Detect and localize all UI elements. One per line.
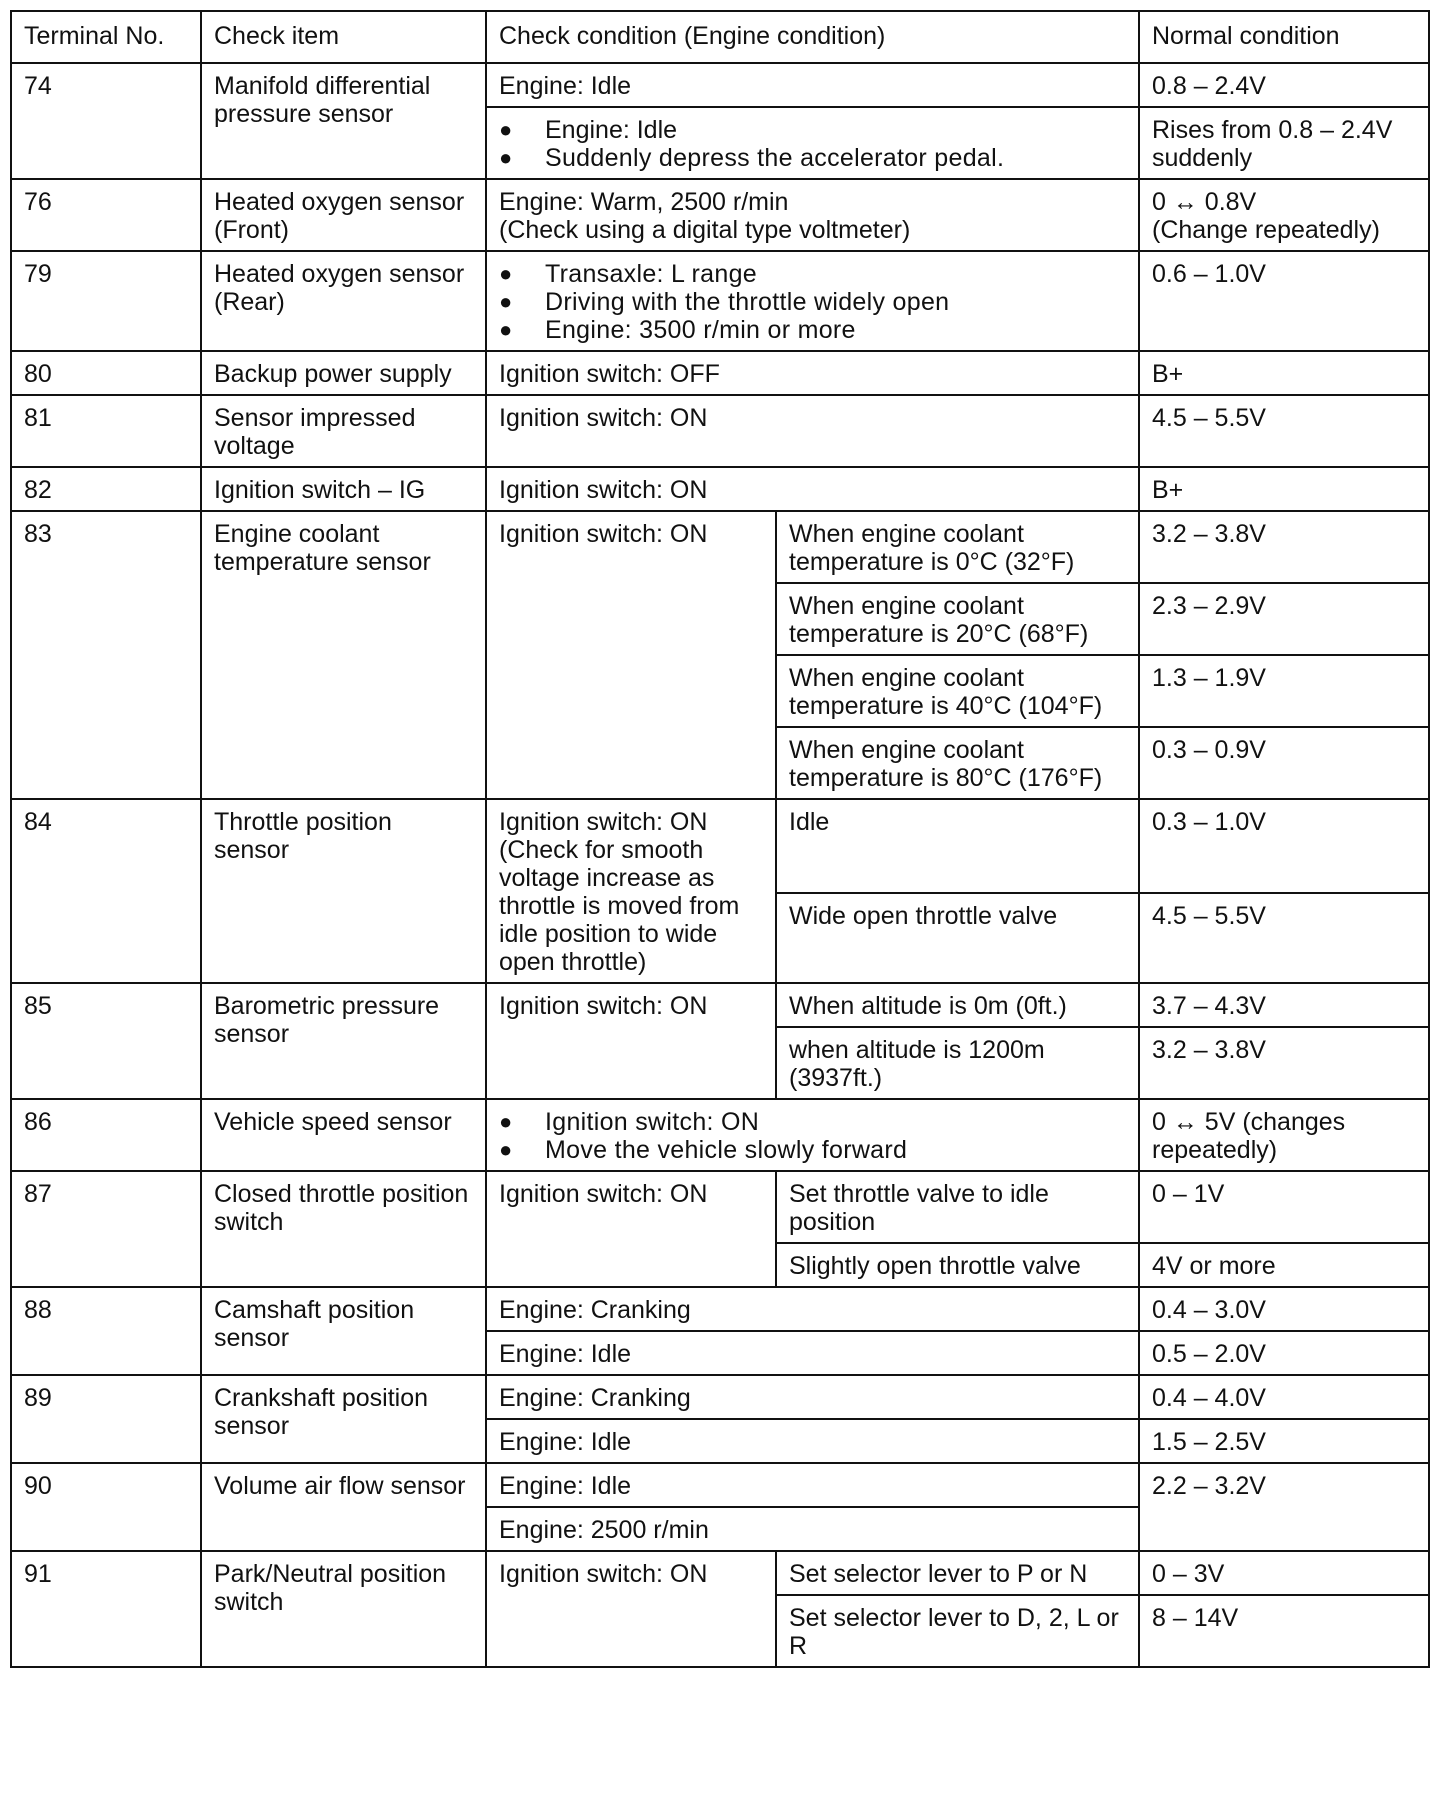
check-condition: Engine: Cranking	[486, 1287, 1139, 1331]
terminal-no: 79	[11, 251, 201, 351]
terminal-no: 85	[11, 983, 201, 1099]
bullet-icon: ●	[499, 145, 513, 170]
normal-condition: 0.4 – 3.0V	[1139, 1287, 1429, 1331]
terminal-no: 82	[11, 467, 201, 511]
check-condition: Ignition switch: ON	[486, 983, 776, 1099]
normal-condition: 0 – 3V	[1139, 1551, 1429, 1595]
sub-condition: Slightly open throttle valve	[776, 1243, 1139, 1287]
terminal-no: 80	[11, 351, 201, 395]
table-row	[11, 511, 1429, 583]
table-row	[11, 799, 1429, 893]
terminal-no: 88	[11, 1287, 201, 1375]
check-condition: Ignition switch: ON	[486, 1171, 776, 1287]
bullet-icon: ●	[499, 317, 513, 342]
normal-condition: 4.5 – 5.5V	[1139, 893, 1429, 983]
normal-condition: 0 – 1V	[1139, 1171, 1429, 1243]
check-item: Heated oxygen sensor (Rear)	[201, 251, 486, 351]
table-row	[11, 251, 1429, 351]
condition-line: Engine: Warm, 2500 r/min	[499, 188, 789, 216]
table-row	[11, 179, 1429, 251]
table-header-row	[11, 11, 1429, 63]
normal-condition: 0.3 – 0.9V	[1139, 727, 1429, 799]
normal-line: (Change repeatedly)	[1152, 216, 1380, 244]
check-condition	[486, 1099, 1139, 1171]
normal-line: 0 ↔ 0.8V	[1152, 188, 1257, 216]
check-condition: Ignition switch: ON	[486, 467, 1139, 511]
check-condition: Ignition switch: ON (Check for smooth voltage increase as throttle is moved from idle position to wide open throttle)	[486, 799, 776, 983]
table-row	[11, 351, 1429, 395]
check-condition: Engine: Cranking	[486, 1375, 1139, 1419]
header-check-item: Check item	[201, 11, 486, 63]
terminal-no: 89	[11, 1375, 201, 1463]
check-condition: Engine: 2500 r/min	[486, 1507, 1139, 1551]
header-terminal-no: Terminal No.	[11, 11, 201, 63]
normal-condition: 3.2 – 3.8V	[1139, 511, 1429, 583]
bullet-icon: ●	[499, 289, 513, 314]
terminal-no: 90	[11, 1463, 201, 1551]
condition-line: Driving with the throttle widely open	[545, 288, 950, 316]
check-item: Closed throttle position switch	[201, 1171, 486, 1287]
terminal-no: 76	[11, 179, 201, 251]
check-item: Vehicle speed sensor	[201, 1099, 486, 1171]
normal-condition: 1.3 – 1.9V	[1139, 655, 1429, 727]
check-item: Heated oxygen sensor (Front)	[201, 179, 486, 251]
check-item: Volume air flow sensor	[201, 1463, 486, 1551]
condition-line: Transaxle: L range	[545, 260, 757, 288]
normal-condition: B+	[1139, 467, 1429, 511]
condition-line: Engine: 3500 r/min or more	[545, 316, 856, 344]
bullet-icon: ●	[499, 261, 513, 286]
normal-condition: 2.3 – 2.9V	[1139, 583, 1429, 655]
check-condition	[486, 107, 1139, 179]
normal-condition: 4.5 – 5.5V	[1139, 395, 1429, 467]
normal-condition: 0.4 – 4.0V	[1139, 1375, 1429, 1419]
terminal-check-table	[10, 10, 1430, 1668]
sub-condition: Set selector lever to P or N	[776, 1551, 1139, 1595]
bullet-icon: ●	[499, 117, 513, 142]
condition-line: Engine: Idle	[545, 116, 678, 144]
condition-line: Suddenly depress the accelerator pedal.	[545, 144, 1005, 172]
check-condition: Engine: Idle	[486, 63, 1139, 107]
table-row	[11, 1099, 1429, 1171]
normal-condition: 3.7 – 4.3V	[1139, 983, 1429, 1027]
normal-condition	[1139, 179, 1429, 251]
table-row	[11, 1375, 1429, 1419]
terminal-no: 83	[11, 511, 201, 799]
check-item: Crankshaft position sensor	[201, 1375, 486, 1463]
check-condition: Engine: Idle	[486, 1463, 1139, 1507]
sub-condition: Set throttle valve to idle position	[776, 1171, 1139, 1243]
normal-condition: 4V or more	[1139, 1243, 1429, 1287]
check-condition: Engine: Idle	[486, 1331, 1139, 1375]
table-row	[11, 63, 1429, 107]
check-item: Park/Neutral position switch	[201, 1551, 486, 1667]
check-item: Backup power supply	[201, 351, 486, 395]
terminal-no: 74	[11, 63, 201, 179]
normal-condition: 0.5 – 2.0V	[1139, 1331, 1429, 1375]
terminal-no: 86	[11, 1099, 201, 1171]
normal-condition: 1.5 – 2.5V	[1139, 1419, 1429, 1463]
check-condition	[486, 251, 1139, 351]
condition-line: (Check using a digital type voltmeter)	[499, 216, 911, 244]
terminal-no: 81	[11, 395, 201, 467]
normal-condition: 0.8 – 2.4V	[1139, 63, 1429, 107]
normal-condition: Rises from 0.8 – 2.4V suddenly	[1139, 107, 1429, 179]
check-item: Manifold differential pressure sensor	[201, 63, 486, 179]
sub-condition: When engine coolant temperature is 20°C (68°F)	[776, 583, 1139, 655]
check-condition: Ignition switch: ON	[486, 511, 776, 799]
sub-condition: when altitude is 1200m (3937ft.)	[776, 1027, 1139, 1099]
check-item: Sensor impressed voltage	[201, 395, 486, 467]
sub-condition: When engine coolant temperature is 0°C (32°F)	[776, 511, 1139, 583]
check-condition: Ignition switch: ON	[486, 1551, 776, 1667]
sub-condition: Idle	[776, 799, 1139, 893]
check-condition: Ignition switch: ON	[486, 395, 1139, 467]
sub-condition: When engine coolant temperature is 40°C (104°F)	[776, 655, 1139, 727]
check-item: Ignition switch – IG	[201, 467, 486, 511]
bullet-icon: ●	[499, 1109, 513, 1134]
table-row	[11, 1551, 1429, 1595]
terminal-no: 91	[11, 1551, 201, 1667]
table-row	[11, 395, 1429, 467]
sub-condition: Set selector lever to D, 2, L or R	[776, 1595, 1139, 1667]
normal-condition: 8 – 14V	[1139, 1595, 1429, 1667]
check-item: Engine coolant temperature sensor	[201, 511, 486, 799]
check-condition: Ignition switch: OFF	[486, 351, 1139, 395]
table-row	[11, 1287, 1429, 1331]
sub-condition: When altitude is 0m (0ft.)	[776, 983, 1139, 1027]
normal-condition: 3.2 – 3.8V	[1139, 1027, 1429, 1099]
check-item: Camshaft position sensor	[201, 1287, 486, 1375]
header-normal-condition: Normal condition	[1139, 11, 1429, 63]
table-row	[11, 1171, 1429, 1243]
sub-condition: Wide open throttle valve	[776, 893, 1139, 983]
check-condition	[486, 179, 1139, 251]
check-item: Barometric pressure sensor	[201, 983, 486, 1099]
terminal-no: 84	[11, 799, 201, 983]
normal-condition: B+	[1139, 351, 1429, 395]
sub-condition: When engine coolant temperature is 80°C (176°F)	[776, 727, 1139, 799]
table-row	[11, 983, 1429, 1027]
condition-line: Move the vehicle slowly forward	[545, 1136, 908, 1164]
normal-condition: 2.2 – 3.2V	[1139, 1463, 1429, 1551]
header-check-condition: Check condition (Engine condition)	[486, 11, 1139, 63]
normal-condition: 0.3 – 1.0V	[1139, 799, 1429, 893]
table-row	[11, 1463, 1429, 1507]
check-condition: Engine: Idle	[486, 1419, 1139, 1463]
terminal-no: 87	[11, 1171, 201, 1287]
check-item: Throttle position sensor	[201, 799, 486, 983]
normal-condition: 0.6 – 1.0V	[1139, 251, 1429, 351]
bullet-icon: ●	[499, 1137, 513, 1162]
condition-line: Ignition switch: ON	[545, 1108, 760, 1136]
table-row	[11, 467, 1429, 511]
normal-condition: 0 ↔ 5V (changes repeatedly)	[1139, 1099, 1429, 1171]
